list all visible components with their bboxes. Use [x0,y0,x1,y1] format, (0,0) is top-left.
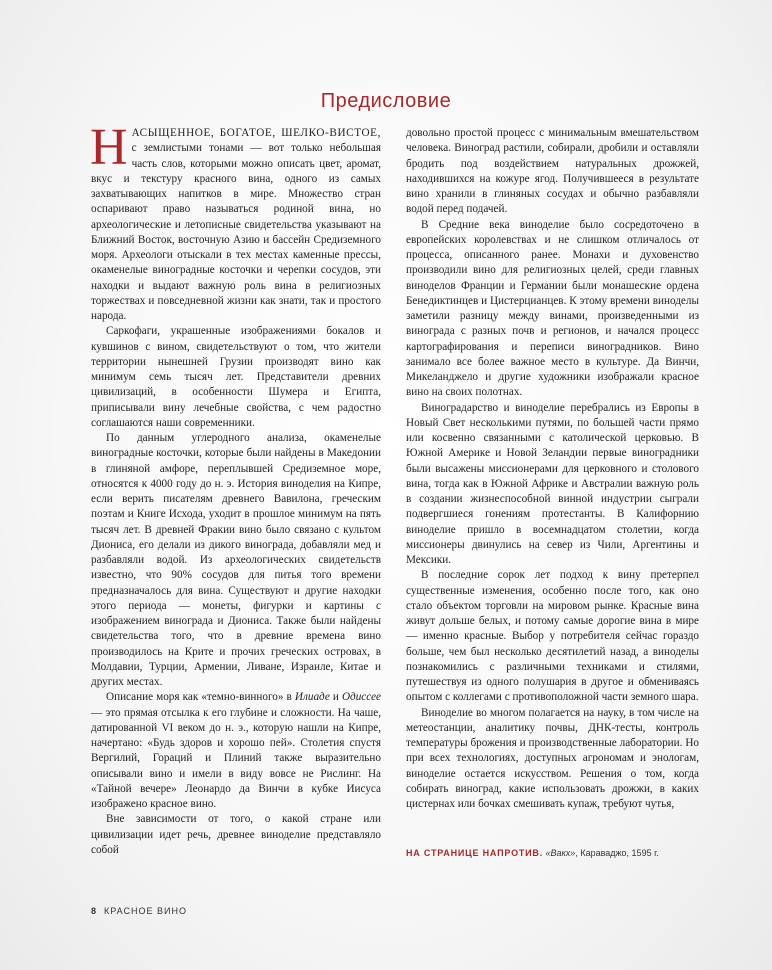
running-title: КРАСНОЕ ВИНО [104,906,187,916]
paragraph: довольно простой процесс с минимальным вмешательством человека. Виноград растили, собирали, дробили и оставляли бродить под воздействием натуральных дрожжей, находившихся на кожуре ягод. Получившееся в результате вино хранили в глиняных сосудах и обычно разбавляли водой перед подачей. [406,127,699,216]
lead-caps: АСЫЩЕННОЕ, БОГАТОЕ, ШЕЛКО-ВИСТОЕ, [131,127,381,139]
paragraph: Вне зависимости от того, о какой стране или цивилизации идет речь, древнее виноделие представляло собой [91,813,381,856]
paragraph-text: с землистыми тонами — вот только небольшая часть слов, которыми можно описать цвет, аромат, вкус и текстуру красного вина, одного из самых захватывающих напитков в мире. Множество стран оспаривают право называться родиной вина, но археологические и летописные свидетельства указывают на Ближний Восток, восточную Азию и бассейн Средиземного моря. Археологи отыскали в тех местах каменные прессы, окаменелые виноградные косточки и черепки сосудов, эти находки и выдают важную роль вина в религиозных торжествах и повседневной жизни как знати, так и простого народа. [91,142,381,322]
paragraph: Саркофаги, украшенные изображениями бокалов и кувшинов с вином, свидетельствуют о том, что жители территории нынешней Грузии производят вино как минимум семь тысяч лет. Представители древних цивилизаций, в особенности Шумера и Египта, приписывали вину лечебные свойства, с чем радостно соглашаются наши современники. [91,325,381,429]
paragraph: Виноделие во многом полагается на науку, в том числе на метеостанции, аналитику почвы, ДНК-тесты, контроль температуры брожения и производственные лаборатории. Но при всех технологиях, доступных агрономам и энологам, виноделие остается искусством. Решения о том, когда собирать виноград, какие использовать дрожжи, в каких цистернах или бочках смешивать купаж, требуют чутья, [406,706,699,810]
paragraph: По данным углеродного анализа, окаменелые виноградные косточки, которые были найдены в Македонии в глиняной амфоре, переплывшей Средиземное море, относятся к 4000 году до н. э. История виноделия на Кипре, если верить писателям древнего Вавилона, греческим поэтам и Книге Исхода, уходит в прошлое минимум на пять тысяч лет. В древней Фракии вино было связано с культом Диониса, его делали из дикого винограда, добавляли мед и разбавляли водой. Из археологических свидетельств известно, что 90% сосудов для питья того времени предназначалось для вина. Существуют и другие находки этого периода — монеты, фигурки и картины с изображением винограда и Диониса. Также были найдены свидетельства того, что в древние времена вино производилось на Крите и прочих греческих островах, в Молдавии, Турции, Армении, Ливане, Израиле, Китае и других местах. [91,432,381,688]
image-caption [406,848,706,858]
paragraph [91,690,381,812]
paragraph-text: — это прямая отсылка к его глубине и сложности. На чаше, датированной VI веком до н. э., которую нашли на Кипре, начертано: «Будь здоров и хорошо пей». Столетия спустя Вергилий, Гораций и Плиний также выразительно описывали вино и имели в виду вовсе не Рислинг. На «Тайной вечере» Леонардо да Винчи в кубке Иисуса изображено красное вино. [91,706,381,810]
caption-artwork-title: «Вакх» [545,848,576,858]
right-column [406,126,699,812]
book-title-iliad: Илиаде [294,691,330,704]
page-footer [91,906,187,916]
book-title-odyssey: Одиссее [341,691,381,704]
caption-text: , Караваджо, 1595 г. [575,848,659,858]
paragraph-text: Описание моря как «темно-винного» в [106,691,295,704]
drop-cap: Н [90,119,128,176]
page-number: 8 [91,906,97,916]
caption-label: НА СТРАНИЦЕ НАПРОТИВ. [406,848,544,858]
paragraph-text: и [329,691,342,704]
paragraph: Виноградарство и виноделие перебрались из Европы в Новый Свет несколькими путями, по большей части прямо или косвенно связанными с католической церковью. В Южной Америке и Новой Зеландии первые виноградники были высажены миссионерами для церковного и столового вина, тогда как в Южной Африке и Австралии важную роль в создании жизнеспособной винной индустрии сыграли подвергшиеся гонениям протестанты. В Калифорнию виноделие пришло в восемнадцатом столетии, когда миссионеры двинулись на север из Чили, Аргентины и Мексики. [406,401,699,566]
paragraph: В последние сорок лет подход к вину претерпел существенные изменения, особенно после того, как оно стало объектом торговли на мировом рынке. Красные вина живут дольше белых, и потому самые дорогие вина в мире — именно красные. Выбор у потребителя сейчас гораздо больше, чем был несколько десятилетий назад, а виноделы познакомились с различными техниками и стилями, путешествуя из одного полушария в другое и обмениваясь опытом с коллегами с противоположной части земного шара. [406,569,699,704]
paragraph [90,119,381,324]
page-title: Предисловие [320,90,452,112]
paragraph: В Средние века виноделие было сосредоточено в европейских королевствах и не слишком отличалось от процесса, описанного ранее. Монахи и духовенство производили вино для религиозных целей, среди главных виноделов Франции и Германии были монашеские ордена Бенедиктинцев и Цистерцианцев. К этому времени виноделы заметили разницу между винами, произведенными из винограда с разных почв и регионов, и начался процесс картографирования и переписи виноградников. Вино занимало все более важное место в культуре. Да Винчи, Микеланджело и другие художники изображали красное вино на своих полотнах. [406,218,699,399]
left-column [90,119,381,858]
